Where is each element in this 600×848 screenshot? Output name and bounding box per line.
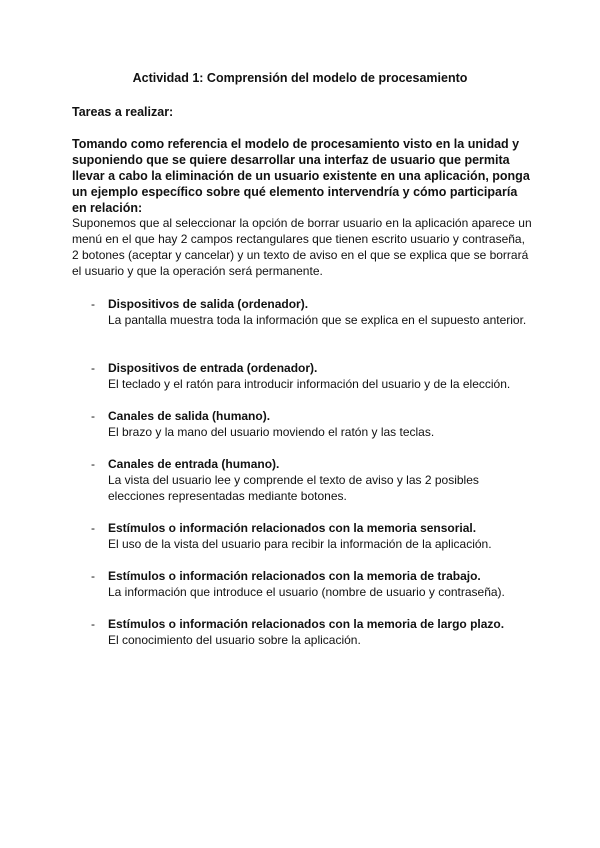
page-title: Actividad 1: Comprensión del modelo de procesamiento [132, 71, 468, 85]
item-description: El teclado y el ratón para introducir información del usuario y de la elección. [108, 377, 511, 391]
item-title: Estímulos o información relacionados con la memoria de trabajo. [108, 569, 481, 583]
item-description: El conocimiento del usuario sobre la aplicación. [108, 633, 361, 647]
item-description: El uso de la vista del usuario para recibir la información de la aplicación. [108, 537, 492, 551]
item-title: Dispositivos de entrada (ordenador). [108, 361, 318, 375]
bullet-dash: - [91, 521, 95, 535]
question-text: Tomando como referencia el modelo de procesamiento visto en la unidad y suponiendo que se quiere desarrollar una interfaz de usuario que permita llevar a cabo la eliminación de un usuario existente en una aplicación, ponga un ejemplo específico sobre qué elemento intervendría y cómo participaría en relación: [72, 137, 530, 215]
bullet-dash: - [91, 617, 95, 631]
bullet-dash: - [91, 297, 95, 311]
item-title: Canales de entrada (humano). [108, 457, 280, 471]
item-description: El brazo y la mano del usuario moviendo el ratón y las teclas. [108, 425, 435, 439]
item-title: Estímulos o información relacionados con la memoria sensorial. [108, 521, 477, 535]
tasks-heading: Tareas a realizar: [72, 105, 174, 119]
bullet-dash: - [91, 361, 95, 375]
item-description: La vista del usuario lee y comprende el texto de aviso y las 2 posibles elecciones representadas mediante botones. [108, 473, 479, 503]
bullet-dash: - [91, 457, 95, 471]
bullet-dash: - [91, 569, 95, 583]
bullet-dash: - [91, 409, 95, 423]
item-description: La pantalla muestra toda la información que se explica en el supuesto anterior. [108, 313, 527, 327]
item-description: La información que introduce el usuario (nombre de usuario y contraseña). [108, 585, 505, 599]
item-title: Canales de salida (humano). [108, 409, 271, 423]
intro-paragraph: Suponemos que al seleccionar la opción de borrar usuario en la aplicación aparece un menú en el que hay 2 campos rectangulares que tienen escrito usuario y contraseña, 2 botones (aceptar y cancelar) y un texto de aviso en el que se explica que se borrará el usuario y que la operación será permanente. [72, 216, 532, 278]
item-title: Estímulos o información relacionados con la memoria de largo plazo. [108, 617, 505, 631]
item-title: Dispositivos de salida (ordenador). [108, 297, 309, 311]
